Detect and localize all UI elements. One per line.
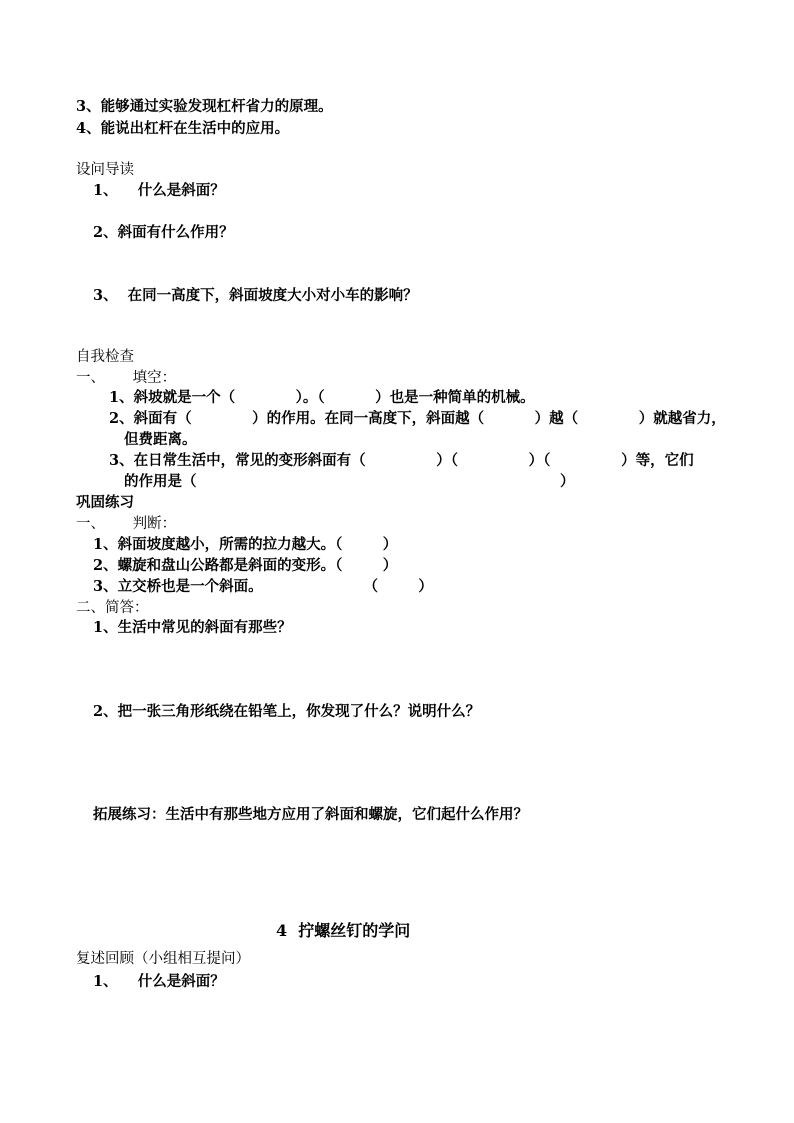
- short-answer-2: 2、把一张三角形纸绕在铅笔上，你发现了什么？说明什么？: [93, 703, 481, 720]
- self-check-heading: 自我检查: [76, 349, 134, 365]
- judge-1: 1、斜面坡度越小，所需的拉力越大。（ ）: [93, 536, 398, 553]
- fill-blank-1: 1、斜坡就是一个（ ）。（ ）也是一种简单的机械。: [109, 389, 535, 406]
- lesson-title: 4 拧螺丝钉的学问: [276, 921, 411, 940]
- goal-4: 4、能说出杠杆在生活中的应用。: [76, 120, 290, 137]
- guide-question-2: 2、斜面有什么作用？: [93, 224, 234, 241]
- judge-2: 2、螺旋和盘山公路都是斜面的变形。（ ）: [93, 557, 398, 574]
- fill-blank-heading: 一、 填空：: [76, 370, 177, 386]
- judge-3: 3、立交桥也是一个斜面。 （ ）: [93, 578, 433, 595]
- goal-3: 3、能够通过实验发现杠杆省力的原理。: [76, 98, 333, 115]
- judge-heading: 一、 判断：: [76, 516, 177, 532]
- fill-blank-2: 2、斜面有（ ）的作用。在同一高度下，斜面越（ ）越（ ）就越省力，: [109, 410, 726, 427]
- fill-blank-3-cont: 的作用是（ ）: [124, 473, 575, 490]
- fill-blank-3: 3、在日常生活中，常见的变形斜面有（ ）（ ）（ ）等，它们: [109, 452, 694, 469]
- review-heading: 复述回顾（小组相互提问）: [76, 951, 250, 967]
- short-answer-1: 1、生活中常见的斜面有那些？: [93, 619, 292, 636]
- consolidate-heading: 巩固练习: [76, 494, 134, 511]
- review-question-1: 1、 什么是斜面？: [93, 973, 225, 990]
- fill-blank-2-cont: 但费距离。: [124, 431, 197, 448]
- guide-heading: 设问导读: [76, 162, 134, 178]
- guide-question-1: 1、 什么是斜面？: [93, 182, 225, 199]
- guide-question-3: 3、 在同一高度下，斜面坡度大小对小车的影响？: [93, 287, 418, 304]
- extend-exercise: 拓展练习：生活中有那些地方应用了斜面和螺旋，它们起什么作用？: [93, 806, 528, 823]
- short-answer-heading: 二、简答：: [76, 600, 149, 616]
